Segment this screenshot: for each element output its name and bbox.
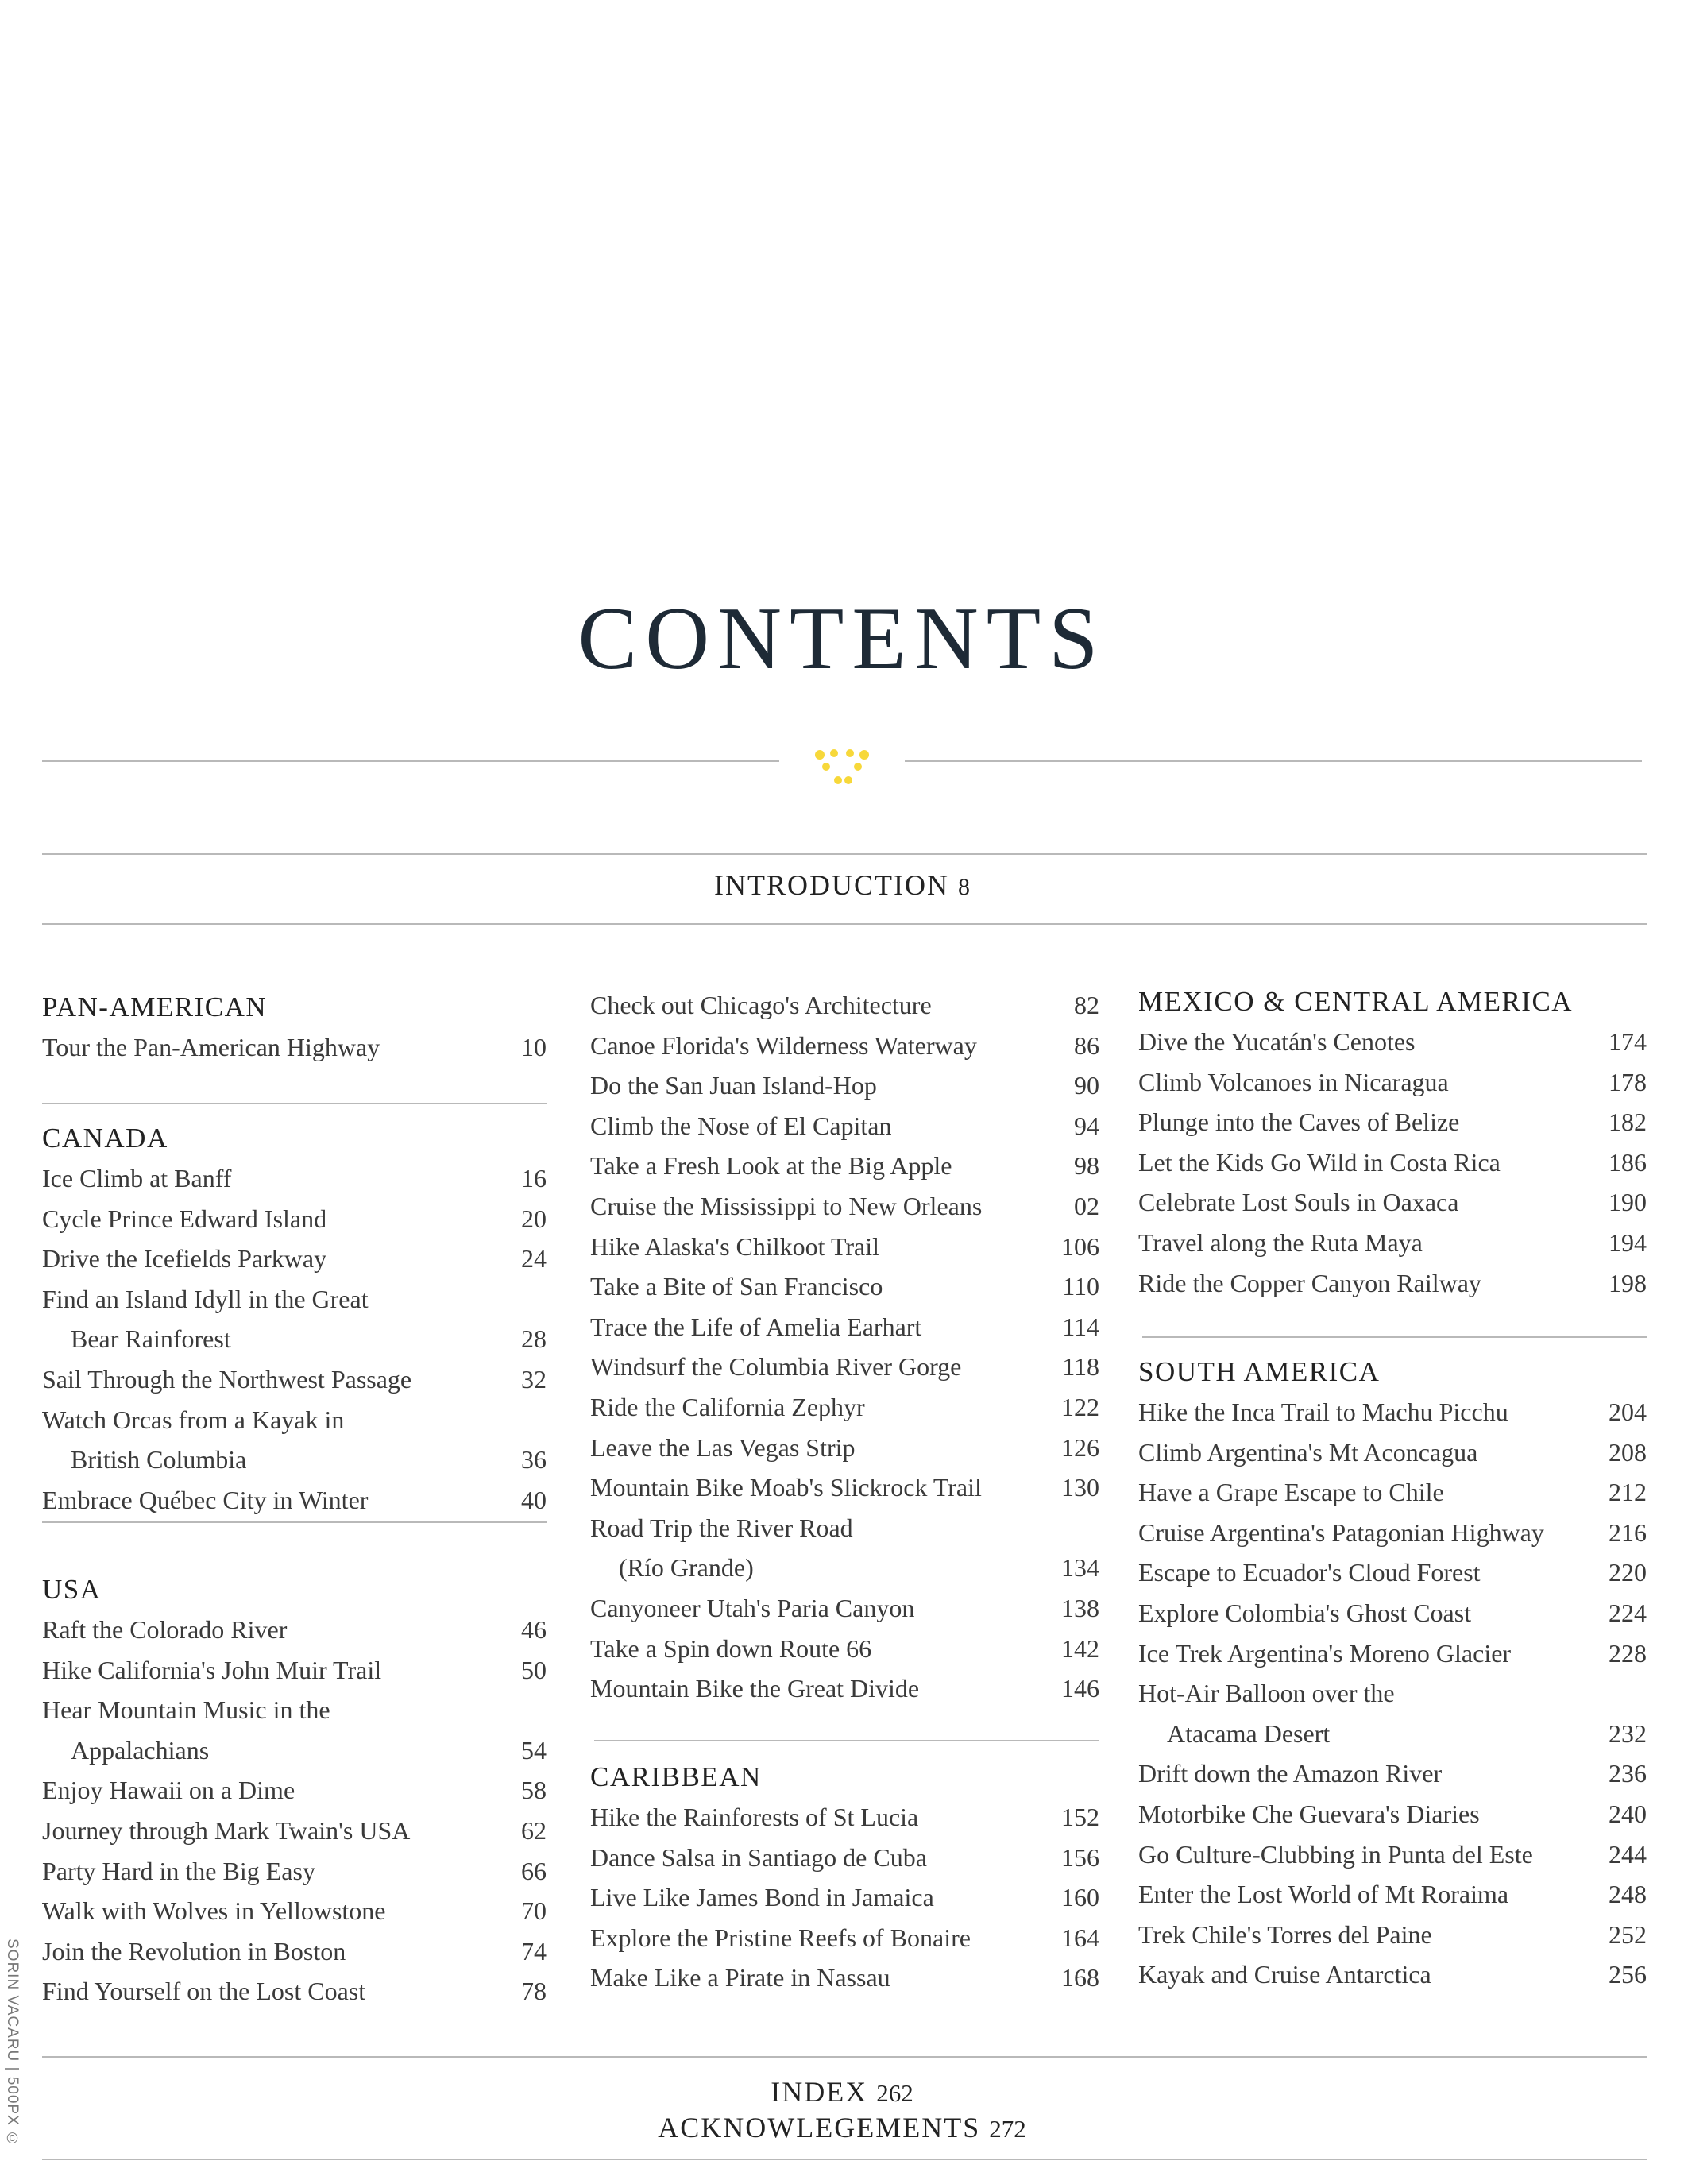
entry-page: 02 — [1074, 1191, 1099, 1220]
acknowledgements-label: ACKNOWLEGEMENTS — [658, 2112, 981, 2143]
entry-page: 122 — [1061, 1392, 1099, 1421]
entry-page: 228 — [1609, 1638, 1647, 1668]
entry-page: 86 — [1074, 1030, 1099, 1060]
entry-page: 232 — [1609, 1718, 1647, 1748]
entry-title: Find an Island Idyll in the Great — [42, 1284, 369, 1313]
toc-entry[interactable] — [1138, 1834, 1647, 1875]
toc-entry[interactable] — [1138, 1753, 1647, 1794]
entry-page: 134 — [1061, 1553, 1099, 1583]
entry-title: Climb the Nose of El Capitan — [590, 1111, 892, 1140]
entry-title: Cycle Prince Edward Island — [42, 1204, 327, 1233]
toc-entry[interactable] — [590, 1838, 1099, 1878]
toc-entry[interactable] — [590, 1106, 1099, 1146]
toc-entry[interactable] — [1138, 1915, 1647, 1955]
divider — [42, 2159, 1647, 2160]
toc-entry[interactable] — [590, 1629, 1099, 1669]
toc-entry[interactable] — [590, 1186, 1099, 1227]
toc-entry[interactable] — [590, 1588, 1099, 1629]
toc-entry[interactable] — [590, 1266, 1099, 1307]
entry-title: Trace the Life of Amelia Earhart — [590, 1312, 922, 1341]
toc-section — [1138, 1352, 1647, 1995]
entry-page: 152 — [1061, 1803, 1099, 1831]
toc-entry[interactable] — [42, 1359, 547, 1400]
entry-title: Dive the Yucatán's Cenotes — [1138, 1027, 1416, 1056]
section-heading: CANADA — [42, 1123, 168, 1154]
entry-title: Embrace Québec City in Winter — [42, 1485, 369, 1514]
entry-page: 66 — [521, 1856, 547, 1885]
toc-section — [1138, 982, 1647, 1303]
toc-entry[interactable] — [590, 1877, 1099, 1918]
toc-entry[interactable] — [42, 1279, 547, 1320]
entry-page: 156 — [1061, 1842, 1099, 1872]
toc-entry[interactable] — [42, 1851, 547, 1892]
page-title: CONTENTS — [577, 589, 1107, 688]
toc-entry[interactable] — [590, 1918, 1099, 1958]
toc-section — [590, 1757, 1099, 1998]
entry-page: 142 — [1061, 1633, 1099, 1663]
section-divider — [42, 1521, 547, 1523]
toc-entry[interactable] — [1138, 1182, 1647, 1223]
toc-entry[interactable] — [590, 985, 1099, 1026]
photo-credit: SORIN VACARU | 500PX © — [4, 1939, 21, 2149]
entry-title: Make Like a Pirate in Nassau — [590, 1963, 890, 1993]
entry-page: 248 — [1609, 1880, 1647, 1909]
divider — [905, 760, 1642, 762]
divider — [42, 923, 1647, 925]
introduction-label: INTRODUCTION — [714, 869, 949, 901]
toc-section — [42, 988, 547, 1068]
entry-page: 110 — [1062, 1272, 1099, 1301]
toc-entry[interactable] — [590, 1347, 1099, 1387]
toc-entry[interactable] — [1138, 1794, 1647, 1834]
entry-title: Mountain Bike the Great Divide — [590, 1674, 920, 1703]
toc-entry[interactable] — [1138, 1223, 1647, 1263]
entry-title: Hike the Rainforests of St Lucia — [590, 1803, 919, 1831]
entry-page: 174 — [1609, 1027, 1647, 1056]
toc-entry[interactable] — [1138, 1954, 1647, 1995]
entry-title: Mountain Bike Moab's Slickrock Trail — [590, 1473, 982, 1502]
entry-title: Plunge into the Caves of Belize — [1138, 1107, 1460, 1137]
toc-entry[interactable] — [590, 1387, 1099, 1428]
section-heading: SOUTH AMERICA — [1138, 1356, 1381, 1387]
toc-entry-continuation[interactable] — [1138, 1714, 1647, 1754]
toc-entry[interactable] — [590, 1065, 1099, 1106]
entry-title: Canoe Florida's Wilderness Waterway — [590, 1030, 977, 1060]
entry-title: Road Trip the River Road — [590, 1513, 853, 1542]
acknowledgements-entry[interactable] — [0, 2111, 1684, 2144]
entry-title: Do the San Juan Island-Hop — [590, 1071, 877, 1100]
entry-title-continued: Atacama Desert — [1167, 1718, 1331, 1748]
entry-page: 212 — [1609, 1478, 1647, 1507]
toc-entry[interactable] — [42, 1480, 547, 1521]
entry-title: Trek Chile's Torres del Paine — [1138, 1919, 1432, 1949]
toc-entry[interactable] — [1138, 1142, 1647, 1183]
toc-entry[interactable] — [42, 1027, 547, 1068]
entry-page: 114 — [1062, 1312, 1099, 1341]
entry-page: 160 — [1061, 1883, 1099, 1912]
toc-entry[interactable] — [590, 1668, 1099, 1709]
entry-title: Find Yourself on the Lost Coast — [42, 1977, 366, 2006]
entry-page: 98 — [1074, 1151, 1099, 1181]
toc-entry[interactable] — [42, 1690, 547, 1730]
index-entry[interactable] — [0, 2075, 1684, 2109]
entry-title: Enter the Lost World of Mt Roraima — [1138, 1880, 1509, 1909]
toc-entry[interactable] — [590, 1227, 1099, 1267]
toc-entry[interactable] — [1138, 1552, 1647, 1593]
entry-page: 220 — [1609, 1558, 1647, 1587]
entry-page: 146 — [1061, 1674, 1099, 1703]
entry-title: Explore Colombia's Ghost Coast — [1138, 1598, 1472, 1627]
entry-page: 198 — [1609, 1268, 1647, 1297]
entry-title: Windsurf the Columbia River Gorge — [590, 1352, 962, 1382]
toc-entry[interactable] — [590, 1467, 1099, 1508]
entry-page: 256 — [1609, 1960, 1647, 1989]
entry-page: 194 — [1609, 1227, 1647, 1257]
entry-page: 168 — [1061, 1963, 1099, 1993]
toc-entry[interactable] — [1138, 1874, 1647, 1915]
entry-page: 24 — [521, 1244, 547, 1274]
entry-title: Go Culture-Clubbing in Punta del Este — [1138, 1839, 1533, 1869]
section-heading: PAN-AMERICAN — [42, 991, 268, 1022]
toc-entry[interactable] — [42, 1891, 547, 1931]
entry-page: 130 — [1061, 1473, 1099, 1502]
entry-title: Watch Orcas from a Kayak in — [42, 1405, 345, 1434]
entry-title: Leave the Las Vegas Strip — [590, 1432, 856, 1462]
toc-entry[interactable] — [42, 1610, 547, 1650]
index-label: INDEX — [771, 2076, 868, 2108]
section-divider — [1142, 1336, 1647, 1338]
entry-title: Take a Bite of San Francisco — [590, 1272, 883, 1301]
entry-page: 94 — [1074, 1111, 1099, 1140]
toc-entry-continuation[interactable] — [590, 1548, 1099, 1588]
entry-title: Climb Volcanoes in Nicaragua — [1138, 1067, 1449, 1096]
toc-entry[interactable] — [1138, 1472, 1647, 1513]
toc-entry[interactable] — [42, 1971, 547, 2012]
toc-section — [42, 1119, 547, 1520]
toc-entry[interactable] — [1138, 1062, 1647, 1103]
entry-title: Celebrate Lost Souls in Oaxaca — [1138, 1188, 1459, 1217]
entry-page: 236 — [1609, 1759, 1647, 1788]
toc-entry[interactable] — [590, 1508, 1099, 1548]
entry-title: Ice Trek Argentina's Moreno Glacier — [1138, 1638, 1512, 1668]
toc-entry[interactable] — [42, 1650, 547, 1691]
toc-entry[interactable] — [1138, 1513, 1647, 1553]
entry-title: Dance Salsa in Santiago de Cuba — [590, 1842, 927, 1872]
section-heading: USA — [42, 1574, 102, 1605]
entry-title: Party Hard in the Big Easy — [42, 1856, 315, 1885]
entry-title: Tour the Pan-American Highway — [42, 1033, 380, 1061]
entry-title: Kayak and Cruise Antarctica — [1138, 1960, 1431, 1989]
entry-title: Hike California's John Muir Trail — [42, 1655, 382, 1684]
entry-page: 164 — [1061, 1923, 1099, 1952]
entry-title: Walk with Wolves in Yellowstone — [42, 1896, 386, 1926]
toc-entry[interactable] — [1138, 1432, 1647, 1473]
entry-page: 46 — [521, 1615, 547, 1644]
toc-entry[interactable] — [590, 1958, 1099, 1998]
entry-page: 36 — [521, 1445, 547, 1475]
toc-entry[interactable] — [590, 1307, 1099, 1347]
toc-entry[interactable] — [590, 1797, 1099, 1838]
entry-page: 82 — [1074, 991, 1099, 1019]
entry-page: 178 — [1609, 1067, 1647, 1096]
introduction-page: 8 — [957, 874, 970, 900]
entry-title: Cruise Argentina's Patagonian Highway — [1138, 1517, 1544, 1547]
entry-title: Canyoneer Utah's Paria Canyon — [590, 1593, 915, 1622]
entry-page: 244 — [1609, 1839, 1647, 1869]
toc-entry[interactable] — [42, 1239, 547, 1279]
toc-entry[interactable] — [1138, 1263, 1647, 1304]
entry-title: Cruise the Mississippi to New Orleans — [590, 1191, 983, 1220]
entry-page: 50 — [521, 1655, 547, 1684]
entry-title: Escape to Ecuador's Cloud Forest — [1138, 1558, 1481, 1587]
divider — [42, 760, 779, 762]
entry-page: 126 — [1061, 1432, 1099, 1462]
toc-entry[interactable] — [1138, 1673, 1647, 1714]
entry-page: 20 — [521, 1204, 547, 1233]
entry-page: 70 — [521, 1896, 547, 1926]
entry-page: 10 — [521, 1033, 547, 1061]
entry-title: Travel along the Ruta Maya — [1138, 1227, 1423, 1257]
toc-entry[interactable] — [1138, 1102, 1647, 1142]
entry-title: Raft the Colorado River — [42, 1615, 288, 1644]
entry-page: 138 — [1061, 1593, 1099, 1622]
toc-entry[interactable] — [42, 1811, 547, 1851]
entry-page: 208 — [1609, 1437, 1647, 1467]
entry-page: 252 — [1609, 1919, 1647, 1949]
entry-page: 32 — [521, 1364, 547, 1394]
entry-page: 182 — [1609, 1107, 1647, 1137]
toc-entry[interactable] — [1138, 1633, 1647, 1674]
entry-page: 78 — [521, 1977, 547, 2006]
toc-entry[interactable] — [42, 1770, 547, 1811]
entry-title: Have a Grape Escape to Chile — [1138, 1478, 1444, 1507]
toc-entry[interactable] — [1138, 1022, 1647, 1062]
entry-page: 240 — [1609, 1799, 1647, 1828]
entry-page: 28 — [521, 1324, 547, 1354]
toc-entry-continuation[interactable] — [42, 1319, 547, 1359]
index-page: 262 — [876, 2079, 913, 2107]
entry-title: Ride the California Zephyr — [590, 1392, 865, 1421]
section-divider — [42, 1103, 547, 1104]
entry-title: Drift down the Amazon River — [1138, 1759, 1443, 1788]
entry-title: Hot-Air Balloon over the — [1138, 1679, 1395, 1708]
entry-page: 54 — [521, 1735, 547, 1765]
entry-title: Journey through Mark Twain's USA — [42, 1815, 411, 1845]
entry-page: 190 — [1609, 1188, 1647, 1217]
toc-entry[interactable] — [42, 1158, 547, 1199]
entry-page: 204 — [1609, 1397, 1647, 1426]
toc-entry[interactable] — [1138, 1593, 1647, 1633]
entry-title: Sail Through the Northwest Passage — [42, 1364, 412, 1394]
toc-entry[interactable] — [590, 1428, 1099, 1468]
toc-entry-continuation[interactable] — [42, 1440, 547, 1480]
toc-entry-continuation[interactable] — [42, 1730, 547, 1771]
entry-page: 118 — [1062, 1352, 1099, 1382]
entry-title: Enjoy Hawaii on a Dime — [42, 1776, 295, 1805]
entry-title: Drive the Icefields Parkway — [42, 1244, 327, 1274]
section-heading: CARIBBEAN — [590, 1761, 762, 1792]
toc-entry[interactable] — [42, 1199, 547, 1239]
entry-title: Take a Spin down Route 66 — [590, 1633, 872, 1663]
entry-title: Explore the Pristine Reefs of Bonaire — [590, 1923, 971, 1952]
section-divider — [594, 1740, 1099, 1741]
entry-page: 74 — [521, 1936, 547, 1966]
toc-entry[interactable] — [42, 1931, 547, 1972]
entry-page: 216 — [1609, 1517, 1647, 1547]
section-heading: MEXICO & CENTRAL AMERICA — [1138, 986, 1574, 1017]
entry-page: 16 — [521, 1164, 547, 1193]
entry-title: Hike Alaska's Chilkoot Trail — [590, 1231, 880, 1261]
introduction-entry[interactable] — [0, 868, 1684, 902]
entry-title: Take a Fresh Look at the Big Apple — [590, 1151, 952, 1181]
toc-entry[interactable] — [1138, 1392, 1647, 1432]
entry-title: Check out Chicago's Architecture — [590, 991, 932, 1019]
entry-title: Ride the Copper Canyon Railway — [1138, 1268, 1481, 1297]
entry-page: 62 — [521, 1815, 547, 1845]
divider — [42, 853, 1647, 855]
entry-title: Ice Climb at Banff — [42, 1164, 232, 1193]
entry-page: 224 — [1609, 1598, 1647, 1627]
toc-entry[interactable] — [42, 1400, 547, 1440]
star-ornament-icon — [802, 731, 882, 794]
divider — [42, 2056, 1647, 2058]
entry-page: 106 — [1061, 1231, 1099, 1261]
entry-page: 90 — [1074, 1071, 1099, 1100]
entry-title-continued: Appalachians — [71, 1735, 210, 1765]
toc-entry[interactable] — [590, 1026, 1099, 1066]
acknowledgements-page: 272 — [989, 2115, 1026, 2143]
entry-title-continued: British Columbia — [71, 1445, 247, 1475]
entry-title: Join the Revolution in Boston — [42, 1936, 346, 1966]
entry-page: 186 — [1609, 1147, 1647, 1177]
toc-section — [590, 985, 1099, 1709]
entry-title: Hear Mountain Music in the — [42, 1695, 330, 1725]
entry-title: Motorbike Che Guevara's Diaries — [1138, 1799, 1480, 1828]
entry-page: 58 — [521, 1776, 547, 1805]
entry-page: 40 — [521, 1485, 547, 1514]
entry-title-continued: Bear Rainforest — [71, 1324, 231, 1354]
toc-section — [42, 1570, 547, 2012]
entry-title: Let the Kids Go Wild in Costa Rica — [1138, 1147, 1501, 1177]
entry-title: Climb Argentina's Mt Aconcagua — [1138, 1437, 1478, 1467]
toc-entry[interactable] — [590, 1146, 1099, 1186]
entry-title: Hike the Inca Trail to Machu Picchu — [1138, 1397, 1508, 1426]
entry-title: Live Like James Bond in Jamaica — [590, 1883, 934, 1912]
entry-title-continued: (Río Grande) — [619, 1553, 754, 1583]
